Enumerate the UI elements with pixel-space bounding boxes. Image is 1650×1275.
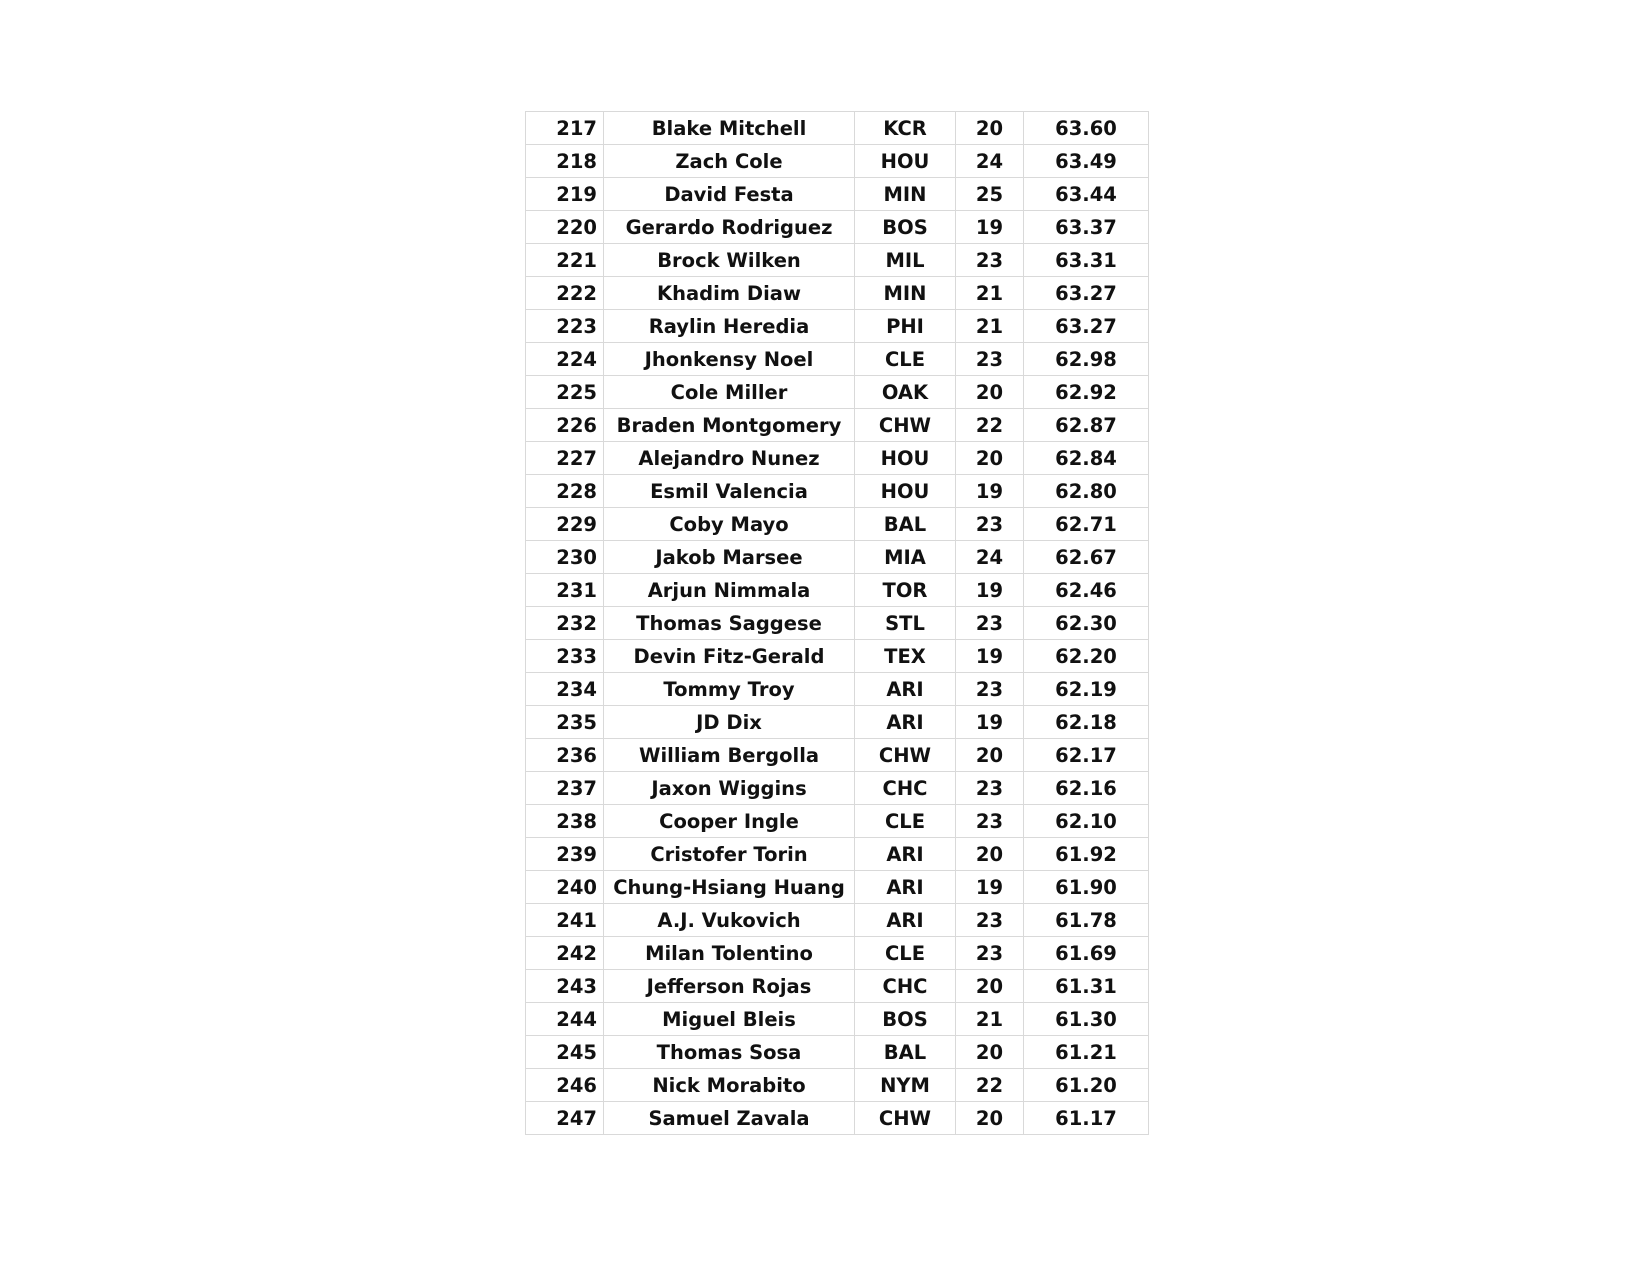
age-cell: 20 [956, 739, 1024, 772]
rank-cell: 235 [526, 706, 604, 739]
player-name-cell: Jaxon Wiggins [604, 772, 855, 805]
table-row [526, 1102, 1149, 1135]
score-cell: 62.92 [1024, 376, 1149, 409]
score-cell: 61.30 [1024, 1003, 1149, 1036]
player-name-cell: JD Dix [604, 706, 855, 739]
player-name-cell: Devin Fitz-Gerald [604, 640, 855, 673]
rank-cell: 240 [526, 871, 604, 904]
player-name-cell: Thomas Saggese [604, 607, 855, 640]
rank-cell: 228 [526, 475, 604, 508]
player-name-cell: Milan Tolentino [604, 937, 855, 970]
score-cell: 62.67 [1024, 541, 1149, 574]
table-row [526, 739, 1149, 772]
table-row [526, 1036, 1149, 1069]
rankings-table [525, 111, 1149, 1135]
table-row [526, 772, 1149, 805]
age-cell: 21 [956, 1003, 1024, 1036]
team-cell: TOR [855, 574, 956, 607]
table-row [526, 838, 1149, 871]
age-cell: 19 [956, 640, 1024, 673]
team-cell: OAK [855, 376, 956, 409]
age-cell: 20 [956, 1102, 1024, 1135]
age-cell: 22 [956, 409, 1024, 442]
player-name-cell: Jakob Marsee [604, 541, 855, 574]
table-row [526, 607, 1149, 640]
age-cell: 23 [956, 937, 1024, 970]
age-cell: 23 [956, 244, 1024, 277]
rank-cell: 225 [526, 376, 604, 409]
player-name-cell: Samuel Zavala [604, 1102, 855, 1135]
age-cell: 20 [956, 112, 1024, 145]
table-row [526, 145, 1149, 178]
player-name-cell: Raylin Heredia [604, 310, 855, 343]
table-row [526, 706, 1149, 739]
age-cell: 20 [956, 376, 1024, 409]
score-cell: 62.71 [1024, 508, 1149, 541]
team-cell: MIL [855, 244, 956, 277]
table-row [526, 640, 1149, 673]
score-cell: 63.27 [1024, 310, 1149, 343]
table-row [526, 310, 1149, 343]
table-row [526, 1069, 1149, 1102]
age-cell: 23 [956, 673, 1024, 706]
rank-cell: 218 [526, 145, 604, 178]
team-cell: KCR [855, 112, 956, 145]
age-cell: 19 [956, 871, 1024, 904]
player-name-cell: Coby Mayo [604, 508, 855, 541]
rankings-body [526, 112, 1149, 1135]
player-name-cell: Brock Wilken [604, 244, 855, 277]
score-cell: 62.20 [1024, 640, 1149, 673]
team-cell: CLE [855, 805, 956, 838]
player-name-cell: Gerardo Rodriguez [604, 211, 855, 244]
rank-cell: 226 [526, 409, 604, 442]
team-cell: STL [855, 607, 956, 640]
score-cell: 61.92 [1024, 838, 1149, 871]
age-cell: 23 [956, 343, 1024, 376]
score-cell: 63.31 [1024, 244, 1149, 277]
rank-cell: 245 [526, 1036, 604, 1069]
age-cell: 19 [956, 211, 1024, 244]
team-cell: CHC [855, 970, 956, 1003]
age-cell: 23 [956, 805, 1024, 838]
player-name-cell: Arjun Nimmala [604, 574, 855, 607]
age-cell: 20 [956, 442, 1024, 475]
player-name-cell: David Festa [604, 178, 855, 211]
age-cell: 23 [956, 904, 1024, 937]
score-cell: 61.20 [1024, 1069, 1149, 1102]
score-cell: 63.37 [1024, 211, 1149, 244]
player-name-cell: William Bergolla [604, 739, 855, 772]
rank-cell: 217 [526, 112, 604, 145]
player-name-cell: Tommy Troy [604, 673, 855, 706]
age-cell: 23 [956, 607, 1024, 640]
rank-cell: 223 [526, 310, 604, 343]
rank-cell: 243 [526, 970, 604, 1003]
team-cell: PHI [855, 310, 956, 343]
age-cell: 22 [956, 1069, 1024, 1102]
score-cell: 61.17 [1024, 1102, 1149, 1135]
player-name-cell: Blake Mitchell [604, 112, 855, 145]
table-row [526, 541, 1149, 574]
player-name-cell: Chung-Hsiang Huang [604, 871, 855, 904]
age-cell: 24 [956, 541, 1024, 574]
team-cell: HOU [855, 475, 956, 508]
score-cell: 61.78 [1024, 904, 1149, 937]
age-cell: 19 [956, 706, 1024, 739]
rank-cell: 222 [526, 277, 604, 310]
age-cell: 20 [956, 970, 1024, 1003]
score-cell: 61.90 [1024, 871, 1149, 904]
team-cell: CHW [855, 409, 956, 442]
player-name-cell: Braden Montgomery [604, 409, 855, 442]
rank-cell: 227 [526, 442, 604, 475]
score-cell: 62.19 [1024, 673, 1149, 706]
table-row [526, 442, 1149, 475]
rank-cell: 224 [526, 343, 604, 376]
table-row [526, 1003, 1149, 1036]
player-name-cell: Jefferson Rojas [604, 970, 855, 1003]
age-cell: 23 [956, 772, 1024, 805]
team-cell: MIA [855, 541, 956, 574]
table-row [526, 937, 1149, 970]
table-row [526, 574, 1149, 607]
rank-cell: 247 [526, 1102, 604, 1135]
score-cell: 62.80 [1024, 475, 1149, 508]
team-cell: ARI [855, 871, 956, 904]
table-row [526, 475, 1149, 508]
table-row [526, 343, 1149, 376]
age-cell: 25 [956, 178, 1024, 211]
team-cell: CHW [855, 1102, 956, 1135]
rank-cell: 233 [526, 640, 604, 673]
table-row [526, 904, 1149, 937]
rank-cell: 238 [526, 805, 604, 838]
player-name-cell: Miguel Bleis [604, 1003, 855, 1036]
team-cell: NYM [855, 1069, 956, 1102]
rank-cell: 220 [526, 211, 604, 244]
table-row [526, 970, 1149, 1003]
player-name-cell: Esmil Valencia [604, 475, 855, 508]
team-cell: BAL [855, 1036, 956, 1069]
team-cell: MIN [855, 277, 956, 310]
score-cell: 62.18 [1024, 706, 1149, 739]
score-cell: 63.27 [1024, 277, 1149, 310]
player-name-cell: Jhonkensy Noel [604, 343, 855, 376]
score-cell: 61.21 [1024, 1036, 1149, 1069]
score-cell: 62.16 [1024, 772, 1149, 805]
table-row [526, 112, 1149, 145]
team-cell: TEX [855, 640, 956, 673]
player-name-cell: Cristofer Torin [604, 838, 855, 871]
age-cell: 19 [956, 475, 1024, 508]
rank-cell: 244 [526, 1003, 604, 1036]
score-cell: 62.46 [1024, 574, 1149, 607]
team-cell: CLE [855, 343, 956, 376]
age-cell: 23 [956, 508, 1024, 541]
rank-cell: 241 [526, 904, 604, 937]
age-cell: 19 [956, 574, 1024, 607]
score-cell: 62.98 [1024, 343, 1149, 376]
rank-cell: 231 [526, 574, 604, 607]
team-cell: ARI [855, 904, 956, 937]
player-name-cell: A.J. Vukovich [604, 904, 855, 937]
score-cell: 62.87 [1024, 409, 1149, 442]
age-cell: 21 [956, 310, 1024, 343]
table-row [526, 673, 1149, 706]
team-cell: HOU [855, 442, 956, 475]
rank-cell: 242 [526, 937, 604, 970]
rank-cell: 232 [526, 607, 604, 640]
team-cell: CLE [855, 937, 956, 970]
rank-cell: 230 [526, 541, 604, 574]
rank-cell: 221 [526, 244, 604, 277]
team-cell: BAL [855, 508, 956, 541]
age-cell: 21 [956, 277, 1024, 310]
age-cell: 24 [956, 145, 1024, 178]
score-cell: 62.30 [1024, 607, 1149, 640]
team-cell: CHC [855, 772, 956, 805]
team-cell: ARI [855, 673, 956, 706]
team-cell: BOS [855, 211, 956, 244]
player-name-cell: Khadim Diaw [604, 277, 855, 310]
team-cell: MIN [855, 178, 956, 211]
age-cell: 20 [956, 1036, 1024, 1069]
player-name-cell: Nick Morabito [604, 1069, 855, 1102]
age-cell: 20 [956, 838, 1024, 871]
rank-cell: 236 [526, 739, 604, 772]
table-row [526, 805, 1149, 838]
player-name-cell: Cole Miller [604, 376, 855, 409]
rank-cell: 239 [526, 838, 604, 871]
team-cell: ARI [855, 706, 956, 739]
rank-cell: 234 [526, 673, 604, 706]
rank-cell: 219 [526, 178, 604, 211]
player-name-cell: Zach Cole [604, 145, 855, 178]
score-cell: 61.69 [1024, 937, 1149, 970]
score-cell: 63.60 [1024, 112, 1149, 145]
table-row [526, 211, 1149, 244]
rank-cell: 229 [526, 508, 604, 541]
table-row [526, 508, 1149, 541]
table-row [526, 376, 1149, 409]
rank-cell: 237 [526, 772, 604, 805]
score-cell: 62.84 [1024, 442, 1149, 475]
player-name-cell: Cooper Ingle [604, 805, 855, 838]
team-cell: ARI [855, 838, 956, 871]
table-row [526, 178, 1149, 211]
table-row [526, 871, 1149, 904]
team-cell: BOS [855, 1003, 956, 1036]
player-name-cell: Alejandro Nunez [604, 442, 855, 475]
score-cell: 63.44 [1024, 178, 1149, 211]
team-cell: HOU [855, 145, 956, 178]
team-cell: CHW [855, 739, 956, 772]
score-cell: 63.49 [1024, 145, 1149, 178]
score-cell: 61.31 [1024, 970, 1149, 1003]
score-cell: 62.10 [1024, 805, 1149, 838]
table-row [526, 244, 1149, 277]
table-row [526, 409, 1149, 442]
score-cell: 62.17 [1024, 739, 1149, 772]
rank-cell: 246 [526, 1069, 604, 1102]
player-name-cell: Thomas Sosa [604, 1036, 855, 1069]
table-row [526, 277, 1149, 310]
